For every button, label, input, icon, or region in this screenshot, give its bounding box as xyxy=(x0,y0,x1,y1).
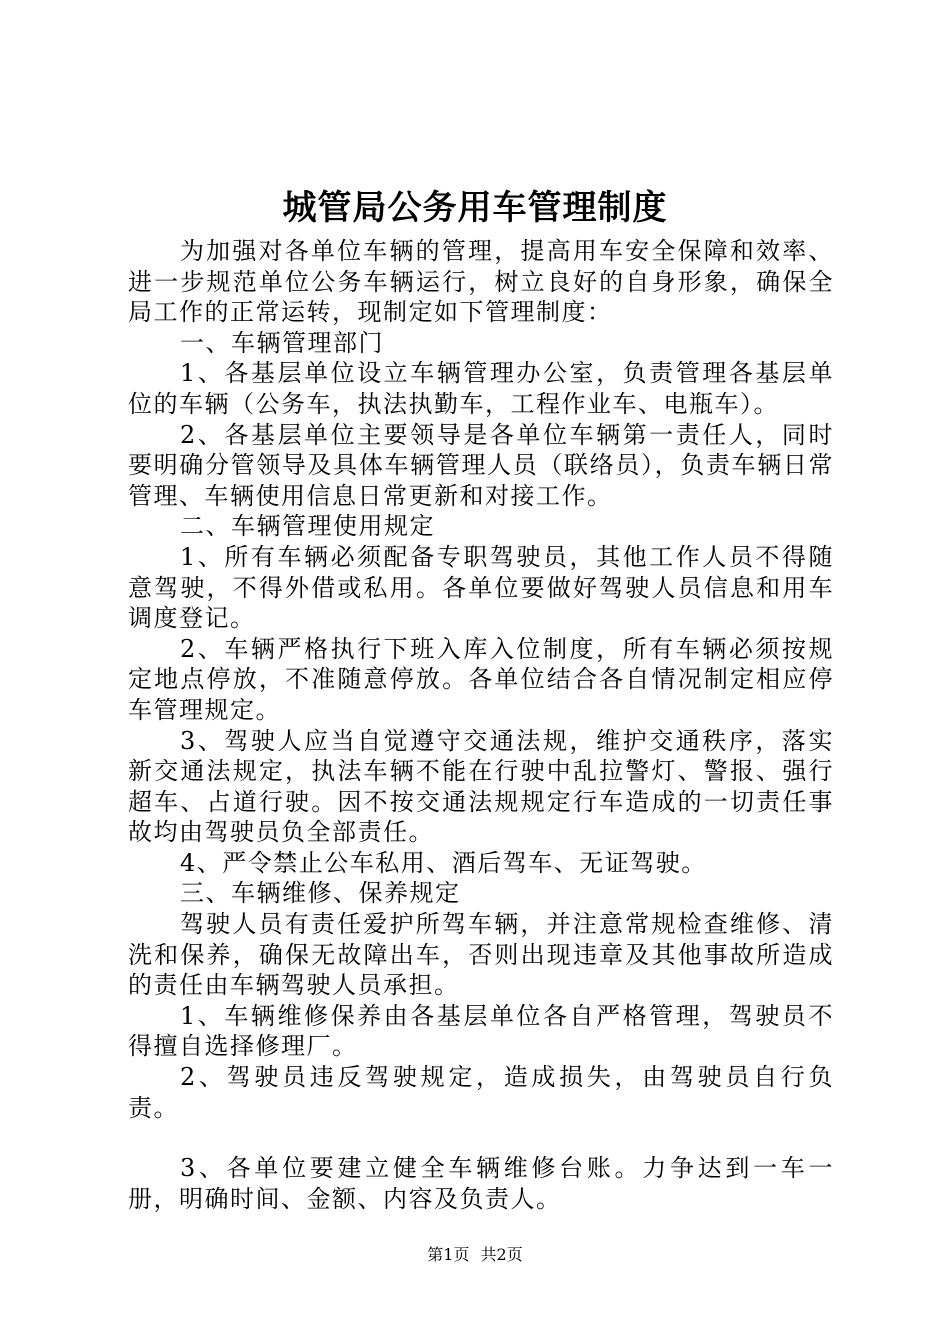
section-heading-3: 三、车辆维修、保养规定 xyxy=(180,879,461,908)
document-body xyxy=(128,236,834,1214)
section-2-item-4: 4、严令禁止公车私用、酒后驾车、无证驾驶。 xyxy=(180,848,707,877)
section-2-item-3: 3、驾驶人应当自觉遵守交通法规，维护交通秩序，落实新交通法规定，执法车辆不能在行驶中乱拉警灯、警报、强行超车、占道行驶。因不按交通法规规定行车造成的一切责任事故均由驾驶员负全部责任。 xyxy=(128,726,834,847)
section-3-intro: 驾驶人员有责任爱护所驾车辆，并注意常规检查维修、清洗和保养，确保无故障出车，否则出现违章及其他事故所造成的责任由车辆驾驶人员承担。 xyxy=(128,910,834,1000)
section-heading-1: 一、车辆管理部门 xyxy=(180,328,384,357)
section-1-item-2: 2、各基层单位主要领导是各单位车辆第一责任人，同时要明确分管领导及具体车辆管理人员（联络员），负责车辆日常管理、车辆使用信息日常更新和对接工作。 xyxy=(128,420,834,510)
section-2-item-1: 1、所有车辆必须配备专职驾驶员，其他工作人员不得随意驾驶，不得外借或私用。各单位要做好驾驶人员信息和用车调度登记。 xyxy=(128,542,834,633)
document-title: 城管局公务用车管理制度 xyxy=(282,188,668,228)
section-heading-2: 二、车辆管理使用规定 xyxy=(180,512,435,541)
page-footer xyxy=(0,1244,950,1266)
intro-paragraph: 为加强对各单位车辆的管理，提高用车安全保障和效率、进一步规范单位公务车辆运行，树立良好的自身形象，确保全局工作的正常运转，现制定如下管理制度： xyxy=(128,237,834,327)
section-2-item-2: 2、车辆严格执行下班入库入位制度，所有车辆必须按规定地点停放，不准随意停放。各单位结合各自情况制定相应停车管理规定。 xyxy=(128,634,834,724)
section-3-item-1: 1、车辆维修保养由各基层单位各自严格管理，驾驶员不得擅自选择修理厂。 xyxy=(128,1001,834,1061)
page-number: 第1页 xyxy=(427,1245,470,1264)
section-3-item-2: 2、驾驶员违反驾驶规定，造成损失，由驾驶员自行负责。 xyxy=(128,1063,834,1122)
section-1-item-1: 1、各基层单位设立车辆管理办公室，负责管理各基层单位的车辆（公务车，执法执勤车，工程作业车、电瓶车）。 xyxy=(128,359,834,418)
page-total: 共2页 xyxy=(480,1245,523,1264)
section-3-item-3: 3、各单位要建立健全车辆维修台账。力争达到一车一册，明确时间、金额、内容及负责人。 xyxy=(128,1154,834,1213)
